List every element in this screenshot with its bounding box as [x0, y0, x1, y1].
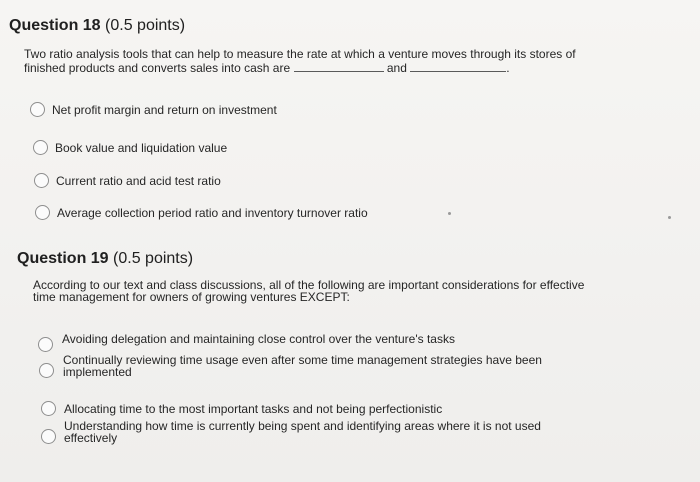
q19-option-4-label [64, 421, 541, 444]
question-18-prompt-text-a: finished products and converts sales into cash are [24, 61, 291, 75]
question-19-prompt-line2: time management for owners of growing ventures EXCEPT: [33, 290, 350, 304]
q18-option-4[interactable] [35, 205, 368, 220]
answer-blank-1 [294, 61, 384, 72]
q19-option-2[interactable] [39, 355, 542, 378]
q19-option-4[interactable] [41, 421, 541, 444]
question-19-title [17, 250, 193, 268]
question-18-title [9, 17, 185, 35]
q19-option-2-label [63, 355, 542, 378]
q18-option-1[interactable] [30, 102, 277, 117]
q19-option-3-label: Allocating time to the most important tasks and not being perfectionistic [64, 401, 443, 416]
question-19-prompt-line1: According to our text and class discussions, all of the following are important considerations for effective [33, 278, 585, 292]
q19-option-1[interactable] [38, 331, 455, 352]
radio-button[interactable] [33, 140, 48, 155]
q19-option-1-label: Avoiding delegation and maintaining close control over the venture's tasks [62, 331, 455, 346]
q19-option-3[interactable] [41, 401, 442, 416]
radio-button[interactable] [39, 363, 54, 378]
radio-button[interactable] [30, 102, 45, 117]
q19-option-2-label-line2: implemented [63, 364, 132, 379]
question-19-points: (0.5 points) [113, 250, 194, 267]
q18-option-3-label: Current ratio and acid test ratio [56, 173, 221, 188]
q18-option-4-label: Average collection period ratio and inventory turnover ratio [57, 205, 368, 220]
radio-button[interactable] [35, 205, 50, 220]
q18-option-2[interactable] [33, 140, 227, 155]
question-18-prompt-end: . [506, 61, 510, 75]
q18-option-3[interactable] [34, 173, 221, 188]
q19-option-2-label-line1: Continually reviewing time usage even after some time management strategies have been [63, 353, 542, 367]
question-18-prompt-line2 [24, 61, 510, 74]
question-18-prompt-text-b: and [386, 61, 407, 75]
q18-option-2-label: Book value and liquidation value [55, 140, 228, 155]
speck-mark [668, 216, 671, 219]
q19-option-4-label-line2: effectively [64, 430, 118, 445]
speck-mark [448, 212, 451, 215]
question-19-number: Question 19 [17, 250, 109, 267]
radio-button[interactable] [41, 401, 56, 416]
question-18-number: Question 18 [9, 17, 101, 34]
radio-button[interactable] [38, 337, 53, 352]
radio-button[interactable] [41, 429, 56, 444]
answer-blank-2 [410, 61, 506, 72]
q18-option-1-label: Net profit margin and return on investment [52, 102, 277, 117]
q19-option-4-label-line1: Understanding how time is currently being spent and identifying areas where it is not used [64, 419, 541, 433]
radio-button[interactable] [34, 173, 49, 188]
question-18-prompt-line1: Two ratio analysis tools that can help to measure the rate at which a venture moves through its stores of [24, 47, 576, 61]
question-18-points: (0.5 points) [105, 17, 186, 34]
